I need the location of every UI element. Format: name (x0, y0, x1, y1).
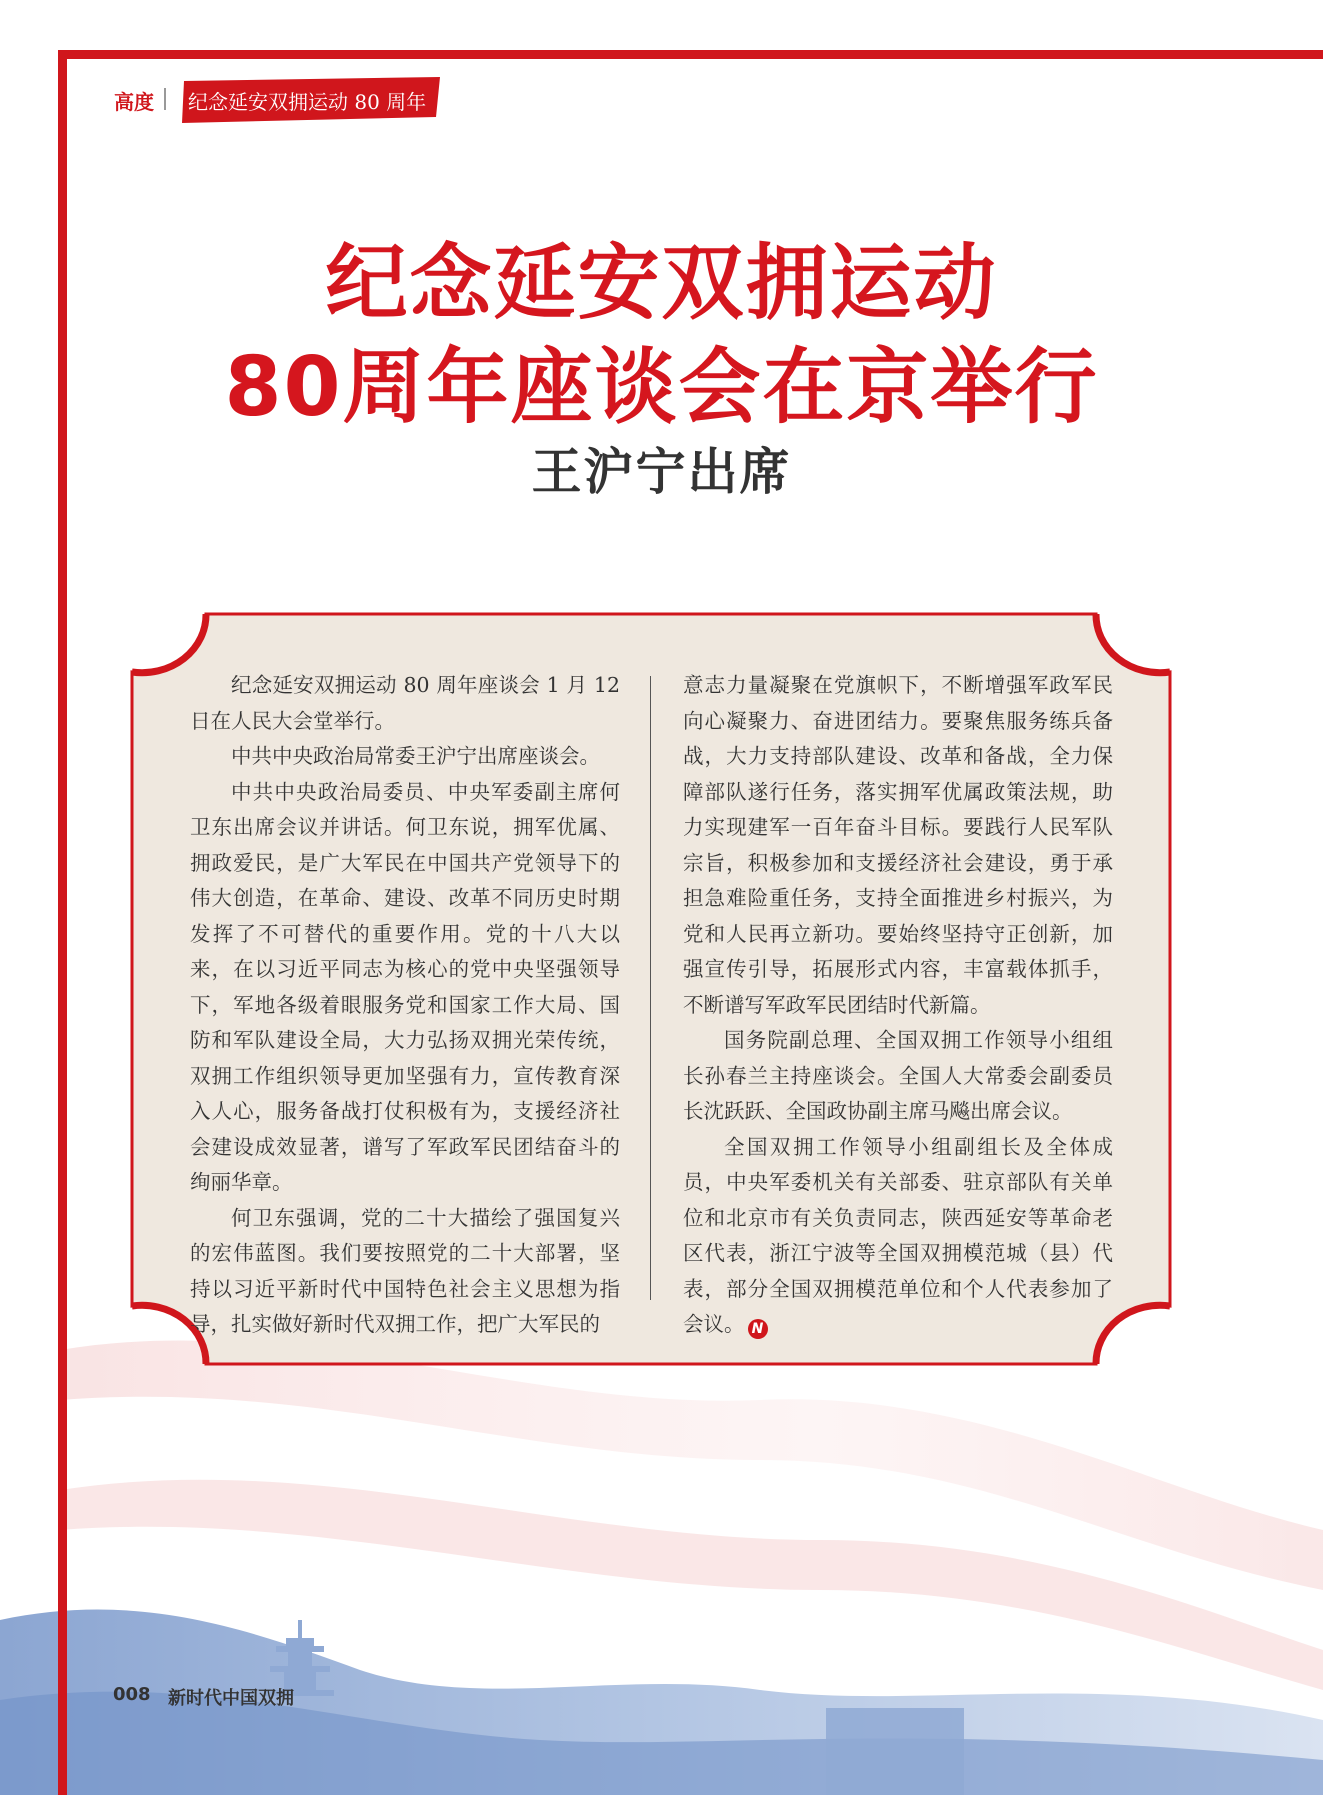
page-number: 008 (113, 1684, 151, 1705)
wall-icon (826, 1708, 964, 1795)
section-divider (164, 88, 166, 110)
section-label: 高度 (114, 90, 154, 114)
paragraph (683, 1130, 1113, 1343)
paragraph: 何卫东强调，党的二十大描绘了强国复兴的宏伟蓝图。我们要按照党的二十大部署，坚持以习近平新时代中国特色社会主义思想为指导，扎实做好新时代双拥工作，把广大军民的 (190, 1205, 620, 1336)
end-mark-icon: N (748, 1319, 768, 1339)
paragraph: 中共中央政治局委员、中央军委副主席何卫东出席会议并讲话。何卫东说，拥军优属、拥政爱民，是广大军民在中国共产党领导下的伟大创造，在革命、建设、改革不同历史时期发挥了不可替代的重要作用。党的十八大以来，在以习近平同志为核心的党中央坚强领导下，军地各级着眼服务党和国家工作大局、国防和军队建设全局，大力弘扬双拥光荣传统，双拥工作组织领导更加坚强有力，宣传教育深入人心，服务备战打仗积极有为，支援经济社会建设成效显著，谱写了军政军民团结奋斗的绚丽华章。 (190, 779, 620, 1194)
column-banner-text: 纪念延安双拥运动 80 周年 (188, 90, 427, 114)
subheadline: 王沪宁出席 (531, 443, 792, 501)
paragraph: 纪念延安双拥运动 80 周年座谈会 1 月 12 日在人民大会堂举行。 (190, 673, 620, 733)
paragraph: 中共中央政治局常委王沪宁出席座谈会。 (231, 744, 600, 768)
column-divider (650, 676, 651, 1300)
article-column-left (190, 668, 620, 1343)
frame-top-border (60, 50, 1323, 59)
headline-line-2: 80周年座谈会在京举行 (224, 340, 1099, 435)
headline-line-1: 纪念延安双拥运动 (325, 236, 998, 331)
paragraph-text: 全国双拥工作领导小组副组长及全体成员，中央军委机关有关部委、驻京部队有关单位和北京市有关负责同志，陕西延安等革命老区代表，浙江宁波等全国双拥模范城（县）代表，部分全国双拥模范单位和个人代表参加了会议。 (683, 1134, 1113, 1336)
paragraph-continued: 意志力量凝聚在党旗帜下，不断增强军政军民向心凝聚力、奋进团结力。要聚焦服务练兵备战，大力支持部队建设、改革和备战，全力保障部队遂行任务，落实拥军优属政策法规，助力实现建军一百年奋斗目标。要践行人民军队宗旨，积极参加和支援经济社会建设，勇于承担急难险重任务，支持全面推进乡村振兴，为党和人民再立新功。要始终坚持守正创新，加强宣传引导，拓展形式内容，丰富载体抓手，不断谱写军政军民团结时代新篇。 (683, 673, 1113, 1017)
article-column-right (683, 668, 1113, 1343)
paragraph: 国务院副总理、全国双拥工作领导小组组长孙春兰主持座谈会。全国人大常委会副委员长沈跃跃、全国政协副主席马飚出席会议。 (683, 1028, 1113, 1123)
magazine-name: 新时代中国双拥 (168, 1688, 294, 1709)
